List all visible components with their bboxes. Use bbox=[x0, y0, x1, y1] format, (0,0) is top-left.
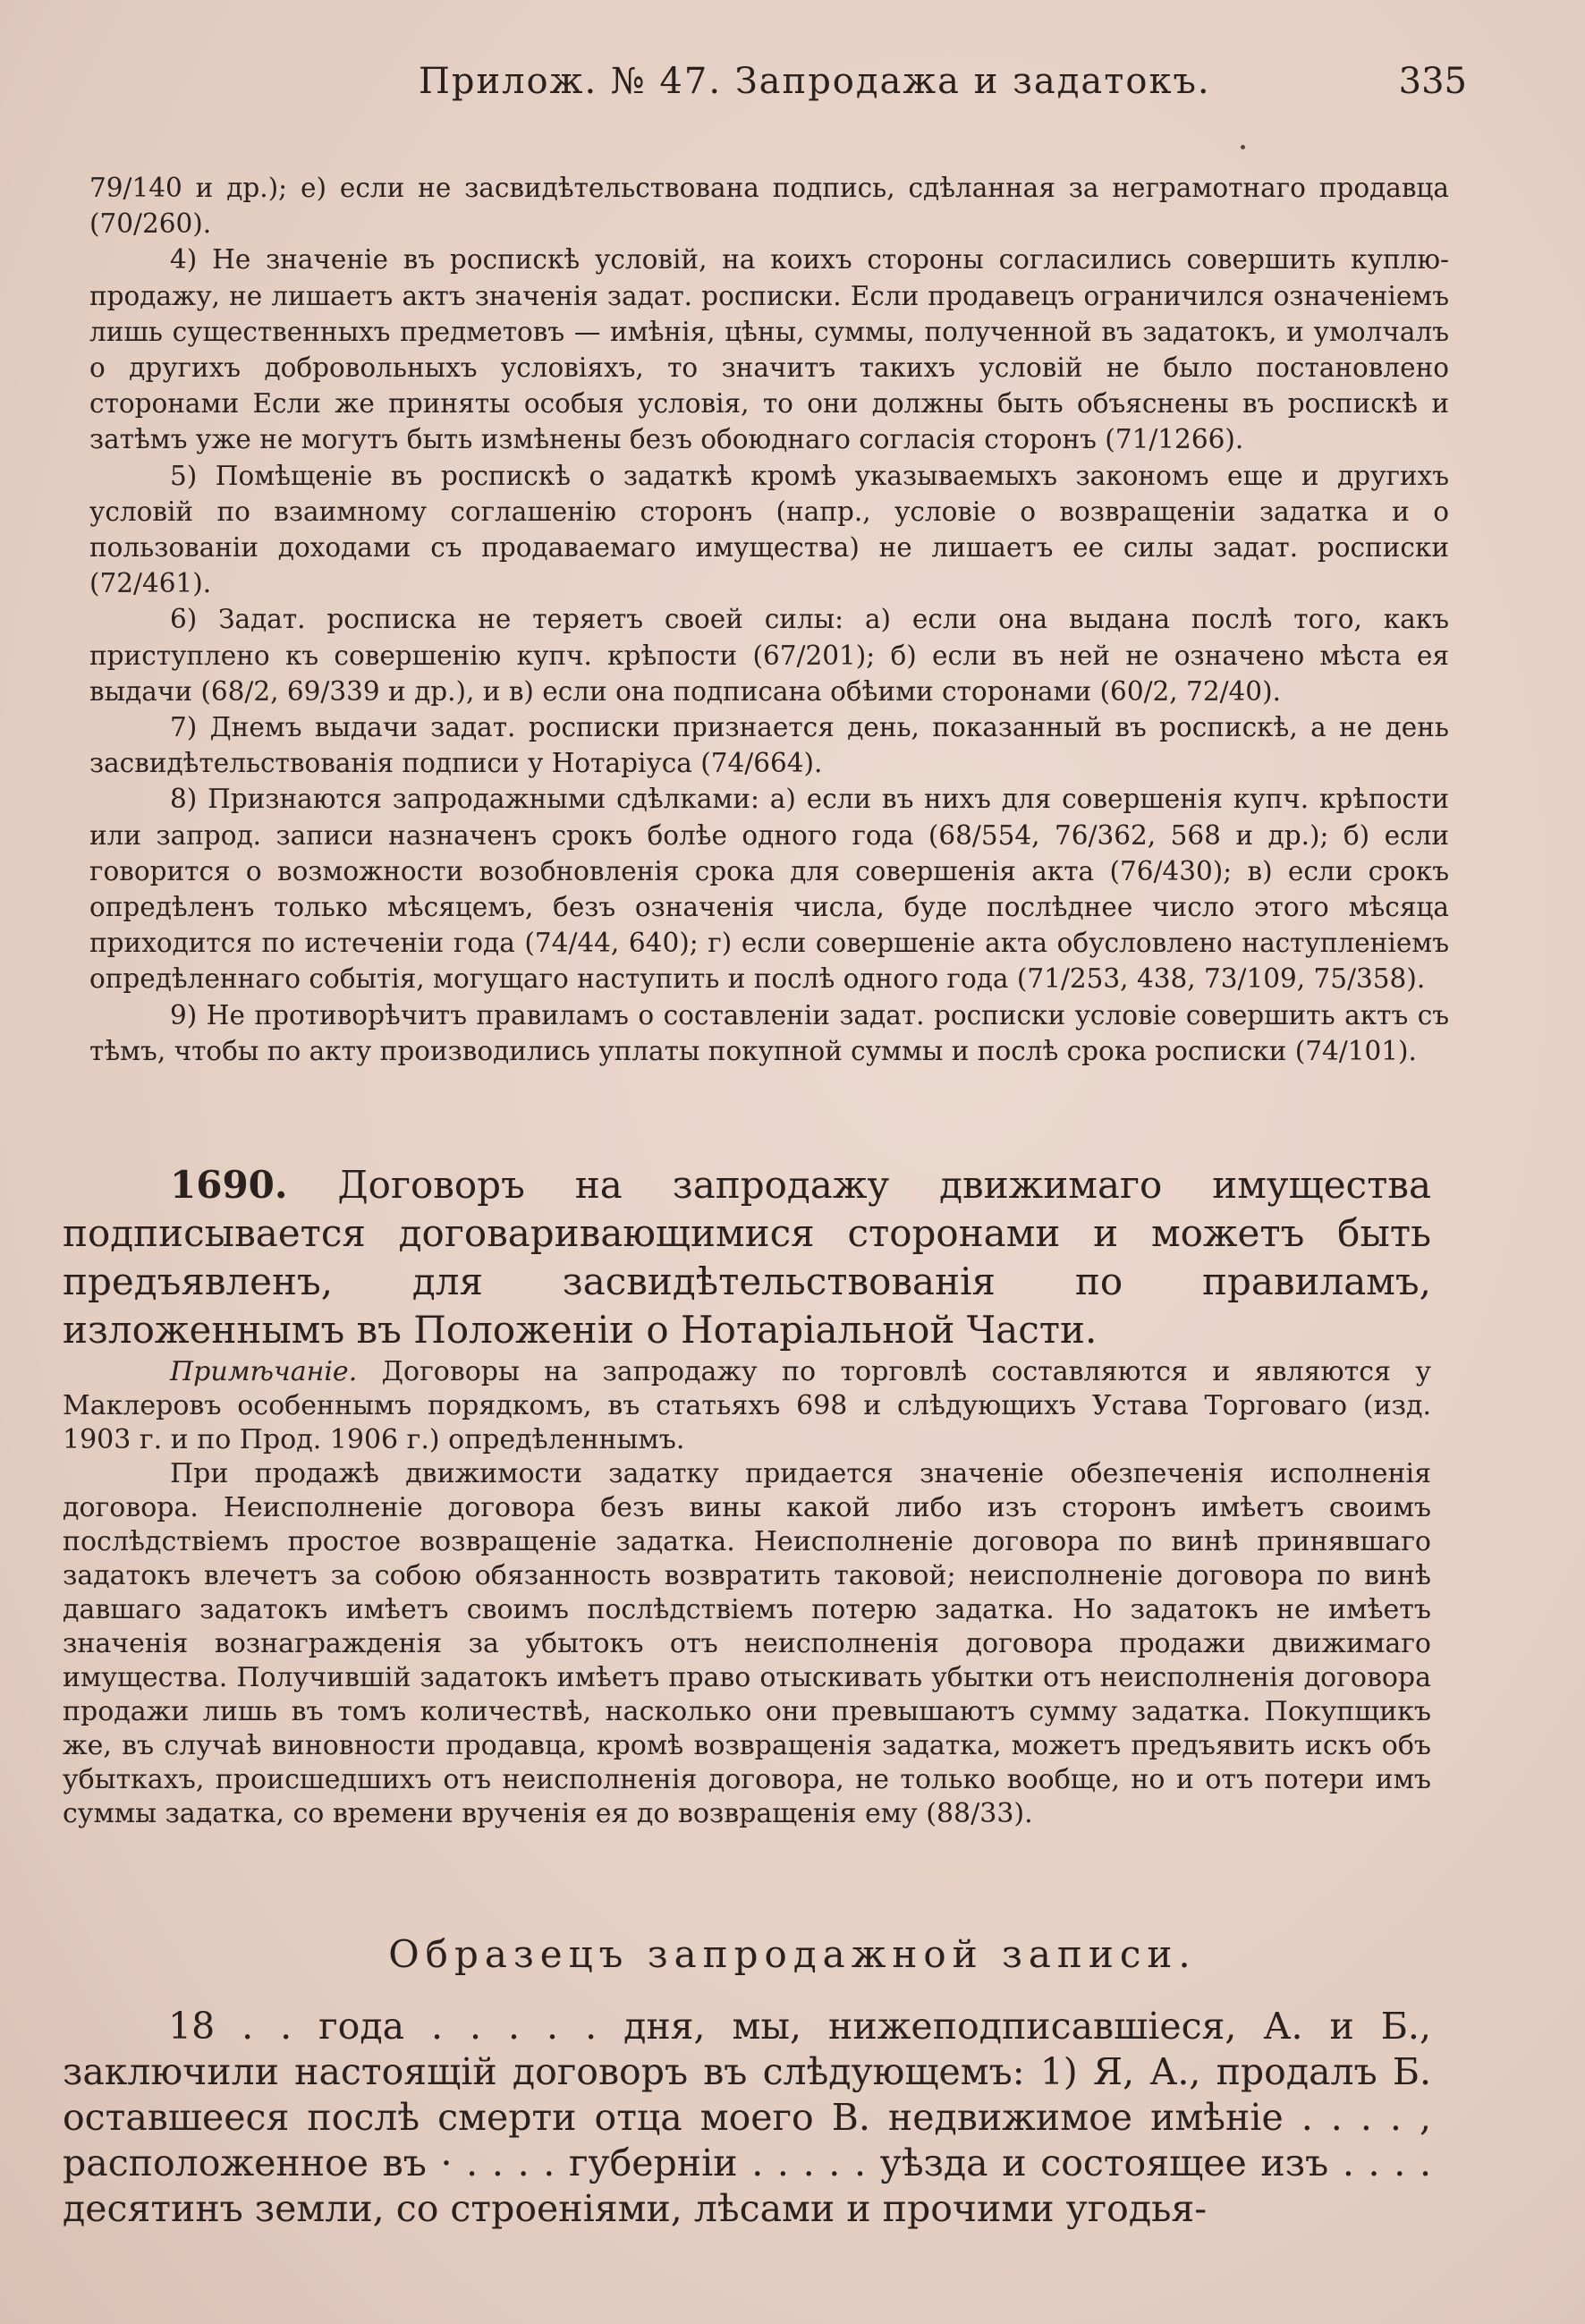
commentary-paragraph: 6) Задат. росписка не теряетъ своей силы: а) если она выдана послѣ того, какъ приступлено къ совершенію купч. крѣпости (67/201); б) если въ ней не означено мѣста ея выдачи (68/2, 69/339 и др.), и в) если она подписана обѣими сторонами (60/2, 72/40). bbox=[89, 604, 1449, 707]
page-header bbox=[63, 61, 1467, 115]
note-paragraph bbox=[63, 1355, 1431, 1457]
running-title: Прилож. № 47. Запродажа и задатокъ. bbox=[419, 61, 1211, 102]
print-speck bbox=[1241, 145, 1245, 149]
commentary-paragraph: 9) Не противорѣчитъ правиламъ о составленіи задат. росписки условіе совершить актъ съ тѣмъ, чтобы по акту производились уплаты покупной суммы и послѣ срока росписки (74/101). bbox=[89, 999, 1449, 1066]
article-paragraph bbox=[63, 1161, 1431, 1354]
sample-form bbox=[63, 2004, 1431, 2232]
note-label: Примѣчаніе. bbox=[170, 1356, 358, 1387]
article-number: 1690. bbox=[170, 1163, 288, 1207]
article-1690 bbox=[63, 1161, 1431, 1354]
article-note bbox=[63, 1355, 1431, 1831]
commentary-paragraph: 5) Помѣщеніе въ роспискѣ о задаткѣ кромѣ указываемыхъ закономъ еще и другихъ условій по взаимному соглашенію сторонъ (напр., условіе о возвращеніи задатка и о пользованіи доходами съ продаваемаго имущества) не лишаетъ ее силы задат. росписки (72/461). bbox=[89, 460, 1449, 599]
page-number: 335 bbox=[1398, 61, 1467, 102]
sample-text: 18 . . года . . . . . дня, мы, нижеподписавшіеся, А. и Б., заключили настоящій договоръ въ слѣдующемъ: 1) Я, А., продалъ Б. оставшееся послѣ смерти отца моего В. недвижимое имѣніе . . . . , расположенное въ · . . . . губерніи . . . . . уѣзда и состоящее изъ . . . . десятинъ земли, со строеніями, лѣсами и прочими угодья- bbox=[63, 2005, 1431, 2230]
commentary-paragraph: 4) Не значеніе въ роспискѣ условій, на коихъ стороны согласились совершить куплю-продажу, не лишаетъ актъ значенія задат. росписки. Если продавецъ ограничился означеніемъ лишь существенныхъ предметовъ — имѣнія, цѣны, суммы, полученной въ задатокъ, и умолчалъ о другихъ добровольныхъ условіяхъ, то значитъ такихъ условій не было постановлено сторонами Если же приняты особыя условія, то они должны быть объяснены въ роспискѣ и затѣмъ уже не могутъ быть измѣнены безъ обоюднаго согласія сторонъ (71/1266). bbox=[89, 244, 1449, 455]
sample-title: Образецъ запродажной записи. bbox=[388, 1932, 1197, 1976]
note-text: Договоры на запродажу по торговлѣ составляются и являются у Маклеровъ особеннымъ порядкомъ, въ статьяхъ 698 и слѣдующихъ Устава Торговаго (изд. 1903 г. и по Прод. 1906 г.) опредѣленнымъ. bbox=[63, 1356, 1431, 1455]
article-text: Договоръ на запродажу движимаго имущества подписывается договаривающимися сторонами и можетъ быть предъявленъ, для засвидѣтельствованія по правиламъ, изложеннымъ въ Положеніи о Нотаріальной Части. bbox=[63, 1163, 1431, 1352]
commentary-paragraph: 7) Днемъ выдачи задат. росписки признается день, показанный въ роспискѣ, а не день засвидѣтельствованія подписи у Нотаріуса (74/664). bbox=[89, 712, 1449, 779]
commentary-paragraph: 79/140 и др.); е) если не засвидѣтельствована подпись, сдѣланная за неграмотнаго продавца (70/260). bbox=[89, 173, 1449, 240]
commentary-block bbox=[89, 170, 1449, 1069]
commentary-paragraph: 8) Признаются запродажными сдѣлками: а) если въ нихъ для совершенія купч. крѣпости или запрод. записи назначенъ срокъ болѣе одного года (68/554, 76/362, 568 и др.); б) если говорится о возможности возобновленія срока для совершенія акта (76/430); в) если срокъ опредѣленъ только мѣсяцемъ, безъ означенія числа, буде послѣднее число этого мѣсяца приходится по истеченіи года (74/44, 640); г) если совершеніе акта обусловлено наступленіемъ опредѣленнаго событія, могущаго наступить и послѣ одного года (71/253, 438, 73/109, 75/358). bbox=[89, 784, 1449, 995]
note-commentary: При продажѣ движимости задатку придается значеніе обезпеченія исполненія договора. Неисполненіе договора безъ вины какой либо изъ сторонъ имѣетъ своимъ послѣдствіемъ простое возвращеніе задатка. Неисполненіе договора по винѣ принявшаго задатокъ влечетъ за собою обязанность возвратить таковой; неисполненіе договора по винѣ давшаго задатокъ имѣетъ своимъ послѣдствіемъ потерю задатка. Но задатокъ не имѣетъ значенія вознагражденія за убытокъ отъ неисполненія договора продажи движимаго имущества. Получившій задатокъ имѣетъ право отыскивать убытки отъ неисполненія договора продажи лишь въ томъ количествѣ, насколько они превышаютъ сумму задатка. Покупщикъ же, въ случаѣ виновности продавца, кромѣ возвращенія задатка, можетъ предъявить искъ объ убыткахъ, происшедшихъ отъ неисполненія договора, не только вообще, но и отъ потери имъ суммы задатка, со времени врученія ея до возвращенія ему (88/33). bbox=[63, 1458, 1431, 1829]
